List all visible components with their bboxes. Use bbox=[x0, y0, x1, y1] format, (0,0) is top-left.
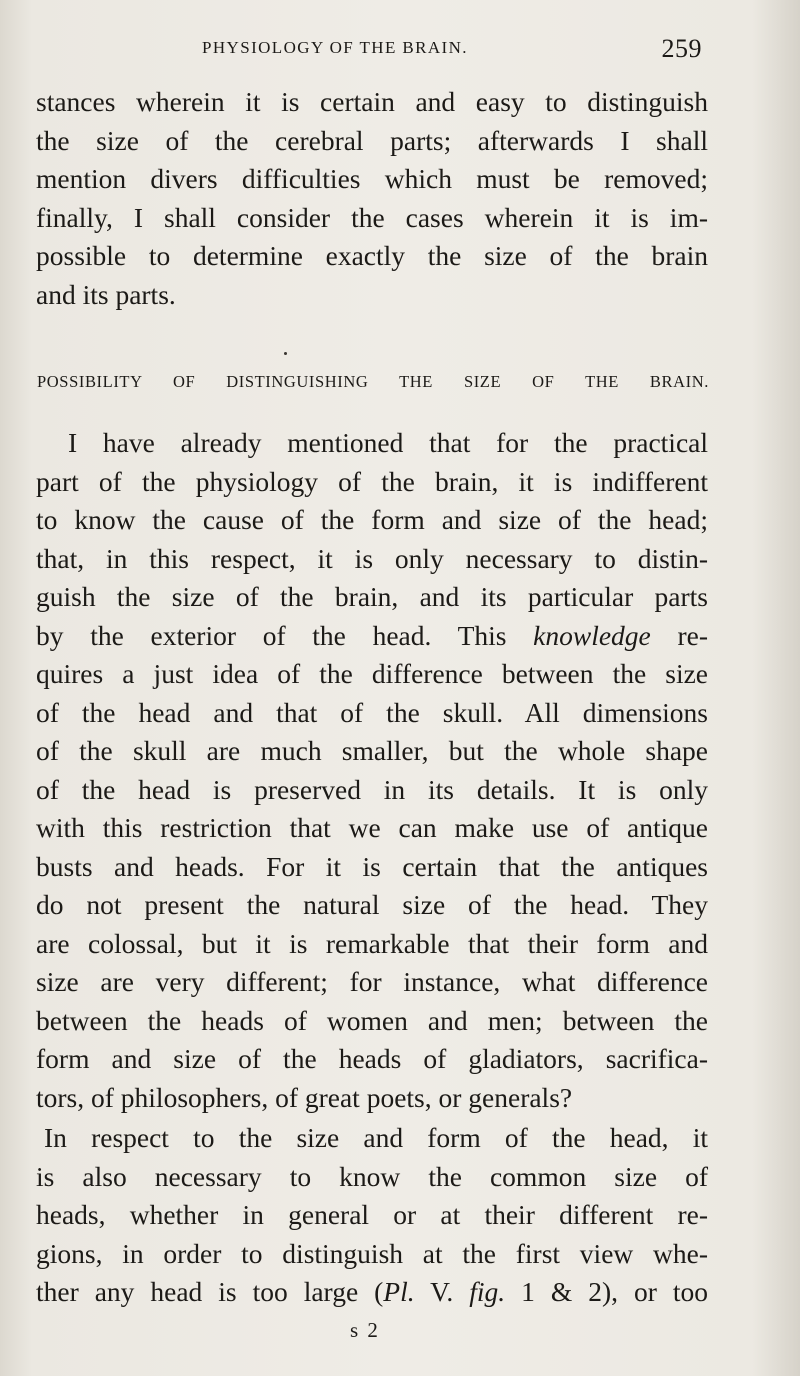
text-line: quires a just idea of the difference between the size bbox=[36, 658, 708, 689]
text-line: that, in this respect, it is only necessary to distin- bbox=[36, 542, 708, 574]
page-number: 259 bbox=[661, 34, 702, 63]
text-line: possible to determine exactly the size of the brain bbox=[36, 240, 708, 271]
text-line: In respect to the size and form of the head, it bbox=[44, 1122, 708, 1153]
italic-word: knowledge bbox=[533, 619, 651, 651]
paragraph-2 bbox=[36, 1119, 708, 1312]
text-line: finally, I shall consider the cases wherein it is im- bbox=[36, 201, 708, 233]
text-fragment: V. bbox=[414, 1276, 470, 1307]
text-line: with this restriction that we can make use of antique bbox=[36, 812, 708, 843]
text-line: size are very different; for instance, what difference bbox=[36, 966, 708, 997]
text-line: are colossal, but it is remarkable that their form and bbox=[36, 927, 708, 959]
text-line: between the heads of women and men; between the bbox=[36, 1004, 708, 1036]
printer-dot bbox=[284, 352, 287, 355]
text-line: form and size of the heads of gladiators, sacrifica- bbox=[36, 1043, 708, 1074]
text-line: is also necessary to know the common size of bbox=[36, 1160, 708, 1192]
text-line: do not present the natural size of the head. They bbox=[36, 889, 708, 920]
text-line: and its parts. bbox=[36, 278, 176, 310]
italic-abbrev-plate: Pl. bbox=[383, 1276, 415, 1307]
text-fragment: by the exterior of the head. This bbox=[36, 619, 534, 651]
text-fragment: 1 & 2), or too bbox=[505, 1276, 708, 1307]
text-line: gions, in order to distinguish at the first view whe- bbox=[36, 1237, 708, 1269]
text-line: busts and heads. For it is certain that the antiques bbox=[36, 850, 708, 882]
text-fragment: ther any head is too large ( bbox=[36, 1276, 384, 1307]
text-line bbox=[36, 1273, 708, 1312]
text-line: heads, whether in general or at their different re- bbox=[36, 1199, 708, 1230]
italic-abbrev-figure: fig. bbox=[469, 1276, 506, 1307]
text-line: guish the size of the brain, and its particular parts bbox=[36, 581, 708, 612]
running-header bbox=[36, 34, 702, 64]
text-line: stances wherein it is certain and easy to distinguish bbox=[36, 86, 708, 117]
text-line: mention divers difficulties which must be removed; bbox=[36, 163, 708, 194]
text-line: of the skull are much smaller, but the whole shape bbox=[36, 735, 708, 766]
signature-mark: s 2 bbox=[350, 1318, 380, 1342]
text-line: of the head and that of the skull. All dimensions bbox=[36, 696, 708, 728]
text-line bbox=[36, 617, 708, 656]
text-line: the size of the cerebral parts; afterwards I shall bbox=[36, 124, 708, 156]
running-title: PHYSIOLOGY OF THE BRAIN. bbox=[202, 38, 468, 57]
text-fragment: re- bbox=[650, 619, 708, 651]
text-line: tors, of philosophers, of great poets, or generals? bbox=[36, 1081, 573, 1113]
text-line: part of the physiology of the brain, it is indifferent bbox=[36, 465, 708, 497]
paragraph-1 bbox=[36, 424, 708, 1117]
section-heading: POSSIBILITY OF DISTINGUISHING THE SIZE OF THE BRAIN. bbox=[37, 372, 709, 391]
text-line: of the head is preserved in its details. It is only bbox=[36, 773, 708, 805]
text-line: I have already mentioned that for the practical bbox=[68, 427, 708, 458]
text-line: to know the cause of the form and size of the head; bbox=[36, 504, 708, 535]
intro-paragraph bbox=[36, 83, 708, 314]
